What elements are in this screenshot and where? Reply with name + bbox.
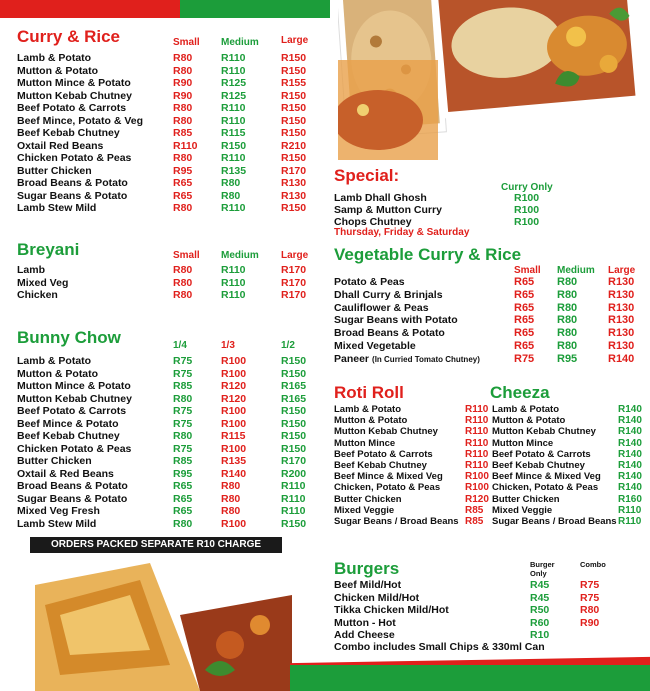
menu-item-price: R150: [281, 64, 307, 77]
menu-item-name: Sugar Beans / Broad Beans: [334, 516, 459, 527]
menu-item-price: R110: [221, 114, 246, 127]
menu-item-name: Sugar Beans / Broad Beans: [492, 516, 617, 527]
menu-item-name: [334, 302, 429, 315]
menu-item-price: R65: [173, 480, 193, 492]
menu-item-label: Potato & Peas: [334, 276, 405, 288]
menu-item-label: Dhall Curry & Brinjals: [334, 288, 443, 301]
menu-item-price: R75: [173, 442, 193, 455]
menu-item-name: Butter Chicken: [492, 493, 560, 505]
menu-item-price: R80: [221, 480, 241, 492]
menu-item-note: (In Curried Tomato Chutney): [372, 354, 480, 364]
menu-item-price: R110: [618, 516, 642, 527]
special-item-price: R100: [514, 204, 540, 216]
menu-item-name: Mutton Kebab Chutney: [334, 426, 438, 438]
bottom-green-bar: [290, 665, 650, 691]
menu-item-price: R65: [173, 505, 193, 517]
menu-item-price: R130: [608, 276, 635, 288]
menu-item-price: R110: [221, 276, 246, 289]
combo-note: Combo includes Small Chips & 330ml Can: [334, 641, 545, 653]
menu-item-name: Butter Chicken: [334, 493, 402, 505]
menu-item-price: R150: [281, 202, 307, 214]
menu-item-price: R130: [608, 327, 635, 340]
menu-item-price: R150: [281, 442, 307, 455]
menu-item-price: R85: [465, 516, 484, 527]
special-days: Thursday, Friday & Saturday: [334, 227, 470, 238]
menu-item-price: R65: [173, 189, 193, 202]
curry-rice-title: Curry & Rice: [17, 27, 120, 46]
menu-item-price: R65: [514, 327, 535, 340]
menu-item-name: Lamb & Potato: [17, 52, 92, 64]
bunny-header-quarter: 1/4: [173, 340, 187, 351]
menu-item-price: R150: [281, 127, 307, 139]
menu-item-price: R110: [465, 460, 489, 471]
menu-item-name: Lamb & Potato: [17, 355, 92, 367]
menu-item-name: Mixed Veg Fresh: [17, 505, 100, 517]
menu-item-price: R120: [221, 392, 247, 405]
menu-item-price: R95: [557, 352, 578, 365]
menu-item-name: Beef Kebab Chutney: [17, 430, 120, 442]
menu-item-price: R150: [281, 102, 307, 114]
menu-item-name: Beef Potato & Carrots: [492, 448, 591, 460]
veg-curry-title: Vegetable Curry & Rice: [334, 245, 522, 264]
menu-item-price: R150: [281, 114, 307, 127]
menu-item-price: R150: [281, 367, 307, 380]
menu-item-price: R115: [221, 430, 246, 442]
menu-item-price: R95: [173, 467, 193, 480]
menu-item-name: Mixed Veggie: [334, 504, 395, 516]
menu-item-price: R110: [465, 415, 489, 427]
menu-item-name: Beef Kebab Chutney: [492, 460, 585, 471]
curry-rice-header-large: Large: [281, 35, 309, 46]
burger-item-combo-price: R90: [580, 616, 600, 629]
menu-item-label: Broad Beans & Potato: [334, 327, 445, 340]
menu-item-price: R80: [221, 189, 241, 202]
special-item-price: R100: [514, 216, 540, 228]
menu-item-name: Beef Kebab Chutney: [17, 127, 120, 139]
menu-item-price: R80: [173, 64, 193, 77]
menu-item-name: Lamb & Potato: [334, 404, 402, 415]
menu-item-name: Beef Potato & Carrots: [334, 448, 433, 460]
special-item-name: Chops Chutney: [334, 216, 412, 228]
menu-item-price: R65: [514, 340, 535, 352]
menu-item-label: Mixed Vegetable: [334, 340, 416, 352]
special-item-name: Samp & Mutton Curry: [334, 204, 442, 216]
menu-item-name: Oxtail Red Beans: [17, 139, 104, 152]
veg-header-medium: Medium: [557, 265, 595, 276]
burgers-header-combo: Combo: [580, 560, 606, 569]
menu-item-price: R170: [281, 455, 307, 467]
menu-item-price: R100: [221, 355, 247, 367]
menu-item-price: R80: [557, 314, 578, 327]
menu-item-price: R170: [281, 289, 307, 301]
menu-item-price: R80: [173, 517, 193, 530]
menu-item-name: Mutton & Potato: [492, 415, 566, 427]
menu-item-price: R65: [514, 301, 535, 314]
burger-item-name: Mutton - Hot: [334, 616, 396, 629]
menu-item-name: Beef Potato & Carrots: [17, 405, 127, 417]
menu-item-name: Mutton Kebab Chutney: [492, 426, 596, 438]
burger-item-price: R10: [530, 629, 550, 641]
menu-item-price: R130: [281, 177, 307, 189]
menu-item-price: R210: [281, 139, 307, 152]
menu-item-price: R80: [173, 152, 193, 164]
food-photo-bottom: [30, 555, 292, 691]
menu-item-name: Broad Beans & Potato: [17, 480, 128, 492]
menu-item-name: Chicken Potato & Peas: [17, 442, 132, 455]
menu-item-price: R165: [281, 380, 307, 392]
burger-item-combo-price: R80: [580, 604, 600, 616]
menu-item-price: R100: [221, 417, 247, 430]
burger-item-price: R45: [530, 591, 550, 604]
menu-item-name: Sugar Beans & Potato: [17, 189, 128, 202]
cheeza-title: Cheeza: [490, 383, 550, 402]
menu-item-price: R75: [173, 355, 193, 367]
menu-item-price: R80: [173, 264, 193, 276]
bunny-header-half: 1/2: [281, 340, 295, 351]
menu-item-price: R130: [608, 314, 635, 327]
veg-header-large: Large: [608, 265, 636, 276]
menu-item-name: [334, 314, 458, 327]
menu-item-price: R155: [281, 77, 307, 89]
breyani-title: Breyani: [17, 240, 80, 259]
top-red-bar: [0, 0, 180, 18]
menu-item-price: R160: [618, 493, 642, 505]
roti-roll-title: Roti Roll: [334, 383, 404, 402]
menu-item-name: Mutton Mince & Potato: [17, 77, 131, 89]
menu-item-price: R150: [281, 89, 307, 102]
menu-item-price: R115: [221, 127, 246, 139]
menu-item-name: Chicken: [17, 289, 58, 301]
menu-item-name: Oxtail & Red Beans: [17, 467, 114, 480]
menu-item-price: R150: [281, 430, 307, 442]
menu-item-price: R80: [173, 289, 193, 301]
menu-item-name: Lamb & Potato: [492, 404, 560, 415]
menu-item-price: R65: [514, 288, 535, 301]
menu-item-price: R110: [221, 52, 246, 64]
special-item-price: R100: [514, 192, 540, 204]
top-green-bar: [180, 0, 330, 18]
burgers-header-only: Burger Only: [530, 560, 555, 578]
special-item-name: Lamb Dhall Ghosh: [334, 192, 427, 204]
menu-item-price: R150: [281, 52, 307, 64]
menu-item-price: R125: [221, 89, 247, 102]
menu-item-name: Mutton Mince: [492, 437, 554, 449]
menu-item-name: Beef Potato & Carrots: [17, 102, 127, 114]
menu-item-name: [334, 340, 416, 353]
bunny-chow-title: Bunny Chow: [17, 328, 121, 347]
menu-item-price: R75: [173, 367, 193, 380]
burger-item-price: R60: [530, 616, 550, 629]
menu-item-name: Mixed Veggie: [492, 504, 553, 516]
menu-item-price: R135: [221, 164, 247, 177]
burgers-title: Burgers: [334, 559, 400, 578]
menu-item-price: R110: [465, 426, 489, 438]
menu-item-price: R150: [281, 517, 307, 530]
menu-item-price: R150: [281, 405, 307, 417]
special-title: Special:: [334, 166, 400, 185]
menu-item-name: [334, 289, 443, 302]
menu-item-name: Beef Mince & Mixed Veg: [334, 471, 443, 483]
menu-item-price: R110: [221, 202, 246, 214]
bunny-header-third: 1/3: [221, 340, 235, 351]
menu-item-price: R80: [173, 202, 193, 214]
menu-item-price: R120: [221, 380, 247, 392]
menu-item-name: Beef Mince & Potato: [17, 417, 119, 430]
menu-item-price: R110: [281, 505, 306, 517]
menu-item-price: R200: [281, 467, 307, 480]
burger-item-name: Add Cheese: [334, 629, 395, 641]
menu-item-price: R170: [281, 164, 307, 177]
food-photo-top: [338, 0, 650, 160]
menu-item-price: R140: [618, 460, 642, 471]
menu-item-name: Mutton Mince: [334, 437, 396, 449]
menu-item-name: Chicken, Potato & Peas: [334, 482, 441, 494]
menu-item-price: R110: [221, 152, 246, 164]
menu-item-price: R80: [557, 276, 578, 288]
menu-item-name: Mutton Kebab Chutney: [17, 392, 132, 405]
menu-item-price: R110: [465, 437, 489, 449]
menu-item-price: R140: [618, 437, 642, 449]
menu-item-price: R90: [173, 89, 193, 102]
curry-rice-header-small: Small: [173, 37, 200, 48]
menu-item-price: R100: [465, 482, 489, 494]
breyani-header-large: Large: [281, 250, 309, 261]
menu-item-price: R80: [221, 505, 241, 517]
menu-item-label: Cauliflower & Peas: [334, 301, 429, 314]
menu-item-price: R80: [221, 492, 241, 505]
breyani-header-small: Small: [173, 250, 200, 261]
menu-item-name: Mutton Mince & Potato: [17, 380, 131, 392]
menu-item-price: R80: [557, 327, 578, 340]
menu-item-price: R75: [173, 417, 193, 430]
menu-item-price: R140: [618, 426, 642, 438]
menu-item-name: Butter Chicken: [17, 164, 92, 177]
menu-item-price: R100: [221, 405, 247, 417]
menu-item-price: R65: [173, 177, 193, 189]
menu-item-price: R110: [221, 289, 246, 301]
menu-item-price: R85: [173, 455, 193, 467]
menu-item-price: R80: [557, 288, 578, 301]
menu-item-price: R80: [173, 114, 193, 127]
burger-item-name: Tikka Chicken Mild/Hot: [334, 604, 449, 616]
menu-item-price: R110: [281, 492, 306, 505]
menu-item-price: R110: [221, 102, 246, 114]
curry-rice-header-medium: Medium: [221, 37, 259, 48]
menu-item-price: R100: [221, 517, 247, 530]
menu-item-price: R130: [608, 301, 635, 314]
menu-item-label: Paneer: [334, 352, 370, 365]
menu-item-price: R110: [221, 64, 246, 77]
menu-item-price: R85: [173, 380, 193, 392]
menu-item-price: R85: [173, 127, 193, 139]
menu-item-price: R170: [281, 264, 307, 276]
menu-item-price: R100: [221, 367, 247, 380]
menu-item-price: R80: [173, 392, 193, 405]
menu-item-price: R90: [173, 77, 193, 89]
orders-packed-notice: ORDERS PACKED SEPARATE R10 CHARGE: [30, 537, 282, 553]
menu-item-price: R150: [281, 152, 307, 164]
menu-item-price: R100: [221, 442, 247, 455]
menu-item-name: Lamb: [17, 264, 46, 276]
menu-item-price: R135: [221, 455, 247, 467]
menu-item-price: R80: [173, 52, 193, 64]
menu-item-label: Sugar Beans with Potato: [334, 314, 458, 327]
burger-item-price: R45: [530, 579, 550, 591]
menu-item-price: R150: [221, 139, 247, 152]
menu-item-name: Mutton & Potato: [334, 415, 408, 427]
burger-item-price: R50: [530, 604, 550, 616]
menu-item-name: Lamb Stew Mild: [17, 202, 97, 214]
menu-item-name: Mutton & Potato: [17, 64, 99, 77]
menu-item-price: R150: [281, 417, 307, 430]
menu-item-price: R75: [514, 352, 535, 365]
menu-item-price: R110: [465, 404, 489, 415]
menu-item-price: R80: [173, 276, 193, 289]
menu-item-price: R140: [618, 448, 642, 460]
menu-item-price: R140: [618, 404, 642, 415]
menu-item-name: Mutton Kebab Chutney: [17, 89, 132, 102]
menu-item-name: Broad Beans & Potato: [17, 177, 128, 189]
menu-item-price: R140: [221, 467, 247, 480]
menu-item-price: R110: [173, 139, 198, 152]
veg-header-small: Small: [514, 265, 541, 276]
menu-item-price: R125: [221, 77, 247, 89]
menu-item-price: R170: [281, 276, 307, 289]
menu-item-price: R140: [608, 352, 635, 365]
menu-item-price: R110: [618, 504, 642, 516]
menu-item-price: R110: [221, 264, 246, 276]
menu-item-price: R65: [514, 276, 535, 288]
menu-item-name: [334, 327, 445, 340]
menu-item-price: R75: [173, 405, 193, 417]
menu-item-name: [334, 353, 480, 367]
menu-item-name: Beef Kebab Chutney: [334, 460, 427, 471]
menu-item-name: Lamb Stew Mild: [17, 517, 97, 530]
menu-item-price: R130: [281, 189, 307, 202]
menu-item-name: Butter Chicken: [17, 455, 92, 467]
menu-item-price: R65: [173, 492, 193, 505]
menu-item-price: R100: [465, 471, 489, 483]
menu-item-name: Beef Mince, Potato & Veg: [17, 114, 144, 127]
menu-item-price: R150: [281, 355, 307, 367]
burger-item-name: Chicken Mild/Hot: [334, 591, 420, 604]
menu-item-price: R80: [557, 301, 578, 314]
menu-item-name: Mutton & Potato: [17, 367, 99, 380]
menu-item-price: R130: [608, 340, 635, 352]
menu-item-name: Sugar Beans & Potato: [17, 492, 128, 505]
menu-item-price: R80: [221, 177, 241, 189]
menu-item-price: R85: [465, 504, 484, 516]
menu-item-price: R65: [514, 314, 535, 327]
menu-item-name: [334, 276, 405, 289]
menu-item-price: R140: [618, 415, 642, 427]
menu-item-price: R80: [557, 340, 578, 352]
breyani-header-medium: Medium: [221, 250, 259, 261]
special-header-curry-only: Curry Only: [501, 182, 553, 193]
menu-item-price: R120: [465, 493, 489, 505]
menu-item-name: Chicken Potato & Peas: [17, 152, 132, 164]
menu-item-price: R80: [173, 430, 193, 442]
menu-item-price: R165: [281, 392, 307, 405]
menu-item-price: R110: [281, 480, 306, 492]
menu-item-price: R140: [618, 482, 642, 494]
menu-item-price: R95: [173, 164, 193, 177]
menu-item-price: R110: [465, 448, 489, 460]
burger-item-combo-price: R75: [580, 591, 600, 604]
menu-item-price: R140: [618, 471, 642, 483]
menu-item-price: R130: [608, 288, 635, 301]
burger-item-combo-price: R75: [580, 579, 600, 591]
menu-item-price: R80: [173, 102, 193, 114]
menu-item-name: Beef Mince & Mixed Veg: [492, 471, 601, 483]
burger-item-name: Beef Mild/Hot: [334, 579, 402, 591]
menu-item-name: Mixed Veg: [17, 276, 69, 289]
menu-item-name: Chicken, Potato & Peas: [492, 482, 599, 494]
